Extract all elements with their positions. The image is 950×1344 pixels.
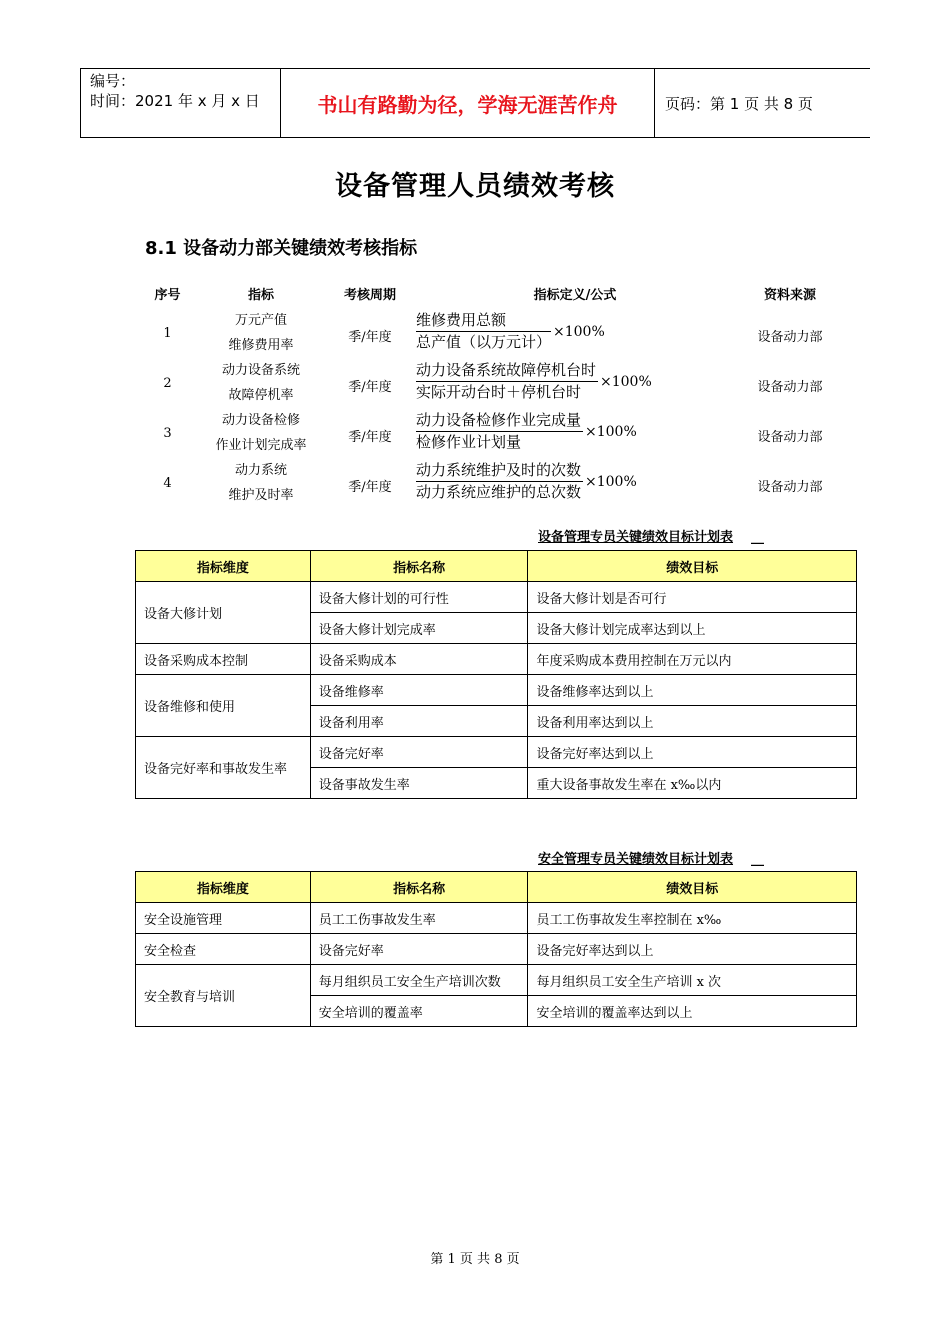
kpi-row-no: 4 xyxy=(163,476,172,491)
kpi-row-name xyxy=(205,408,317,458)
equipment-plan-caption-text: 设备管理专员关键绩效目标计划表 xyxy=(538,530,734,545)
performance-target-cell: 年度采购成本费用控制在万元以内 xyxy=(528,644,857,675)
formula-multiplier: ×100% xyxy=(553,323,605,340)
dimension-cell: 安全教育与培训 xyxy=(136,965,311,1027)
kpi-row-formula xyxy=(416,360,652,403)
formula-fraction xyxy=(416,460,583,503)
section-heading: 8.1 设备动力部关键绩效考核指标 xyxy=(145,238,418,259)
kpi-row xyxy=(130,358,870,408)
page-title: 设备管理人员绩效考核 xyxy=(335,171,615,202)
kpi-header-cycle: 考核周期 xyxy=(343,288,396,303)
kpi-row-name-line1: 动力系统 xyxy=(234,463,287,478)
formula-multiplier: ×100% xyxy=(585,473,637,490)
performance-target-cell: 每月组织员工安全生产培训 x 次 xyxy=(528,965,857,996)
kpi-row-name-line1: 动力设备检修 xyxy=(221,413,300,428)
dimension-cell: 设备维修和使用 xyxy=(136,675,311,737)
kpi-row-source: 设备动力部 xyxy=(757,480,823,495)
indicator-name-cell: 设备完好率 xyxy=(310,934,528,965)
formula-fraction xyxy=(416,410,583,453)
safety-plan-caption-text: 安全管理专员关键绩效目标计划表 xyxy=(538,852,734,867)
performance-target-cell: 设备大修计划完成率达到以上 xyxy=(528,613,857,644)
performance-target-cell: 重大设备事故发生率在 x‰以内 xyxy=(528,768,857,799)
kpi-header-no: 序号 xyxy=(154,288,181,303)
dimension-cell: 设备完好率和事故发生率 xyxy=(136,737,311,799)
kpi-row-formula xyxy=(416,310,605,353)
kpi-row-no: 3 xyxy=(163,426,172,441)
table-row xyxy=(136,644,857,675)
performance-target-cell: 安全培训的覆盖率达到以上 xyxy=(528,996,857,1027)
indicator-name-cell: 设备完好率 xyxy=(310,737,528,768)
formula-multiplier: ×100% xyxy=(585,423,637,440)
kpi-header-definition: 指标定义/公式 xyxy=(533,288,617,303)
kpi-row xyxy=(130,308,870,358)
performance-target-cell: 员工工伤事故发生率控制在 x‰ xyxy=(528,903,857,934)
performance-target-cell: 设备维修率达到以上 xyxy=(528,675,857,706)
table-header-row xyxy=(136,551,857,582)
table-row xyxy=(136,675,857,706)
formula-numerator: 维修费用总额 xyxy=(416,310,551,332)
document-number-label: 编号： xyxy=(90,72,136,90)
performance-target-cell: 设备完好率达到以上 xyxy=(528,737,857,768)
table-row xyxy=(136,965,857,996)
table-row xyxy=(136,903,857,934)
formula-numerator: 动力设备系统故障停机台时 xyxy=(416,360,598,382)
kpi-row-cycle: 季/年度 xyxy=(348,430,392,445)
kpi-row-name xyxy=(205,308,317,358)
table-header-cell: 指标维度 xyxy=(136,551,311,582)
document-time-label: 时间：2021 年 x 月 x 日 xyxy=(90,92,260,110)
header-slogan: 书山有路勤为径，学海无涯苦作舟 xyxy=(281,69,655,137)
formula-denominator: 总产值（以万元计） xyxy=(416,333,552,351)
indicator-name-cell: 安全培训的覆盖率 xyxy=(310,996,528,1027)
indicator-name-cell: 设备事故发生率 xyxy=(310,768,528,799)
header-meta xyxy=(80,69,281,137)
table-header-cell: 指标维度 xyxy=(136,872,311,903)
indicator-name-cell: 每月组织员工安全生产培训次数 xyxy=(310,965,528,996)
kpi-row-name xyxy=(205,458,317,508)
formula-fraction xyxy=(416,360,598,403)
table-header-cell: 指标名称 xyxy=(310,872,528,903)
kpi-row-name xyxy=(205,358,317,408)
kpi-row-no: 1 xyxy=(163,326,172,341)
formula-fraction xyxy=(416,310,551,353)
performance-target-cell: 设备完好率达到以上 xyxy=(528,934,857,965)
kpi-row-name-line1: 动力设备系统 xyxy=(221,363,300,378)
kpi-row xyxy=(130,408,870,458)
kpi-header-name: 指标 xyxy=(247,288,274,303)
table-row xyxy=(136,737,857,768)
table-header-cell: 指标名称 xyxy=(310,551,528,582)
performance-target-cell: 设备大修计划是否可行 xyxy=(528,582,857,613)
page-footer: 第 1 页 共 8 页 xyxy=(430,1252,520,1267)
kpi-table-header xyxy=(130,284,870,308)
indicator-name-cell: 设备维修率 xyxy=(310,675,528,706)
kpi-header-source: 资料来源 xyxy=(763,288,816,303)
formula-denominator: 动力系统应维护的总次数 xyxy=(416,483,582,501)
formula-numerator: 动力系统维护及时的次数 xyxy=(416,460,583,482)
kpi-row xyxy=(130,458,870,508)
kpi-row-source: 设备动力部 xyxy=(757,430,823,445)
formula-numerator: 动力设备检修作业完成量 xyxy=(416,410,583,432)
indicator-name-cell: 设备大修计划完成率 xyxy=(310,613,528,644)
formula-denominator: 实际开动台时＋停机台时 xyxy=(416,383,582,401)
formula-denominator: 检修作业计划量 xyxy=(416,433,522,451)
equipment-plan-caption xyxy=(538,526,764,545)
kpi-row-cycle: 季/年度 xyxy=(348,330,392,345)
kpi-row-name-line2: 作业计划完成率 xyxy=(215,438,307,453)
indicator-name-cell: 设备采购成本 xyxy=(310,644,528,675)
dimension-cell: 设备采购成本控制 xyxy=(136,644,311,675)
equipment-plan-table xyxy=(135,550,857,799)
indicator-name-cell: 设备大修计划的可行性 xyxy=(310,582,528,613)
kpi-row-name-line1: 万元产值 xyxy=(234,313,287,328)
kpi-row-cycle: 季/年度 xyxy=(348,380,392,395)
page-header xyxy=(80,68,870,138)
indicator-name-cell: 员工工伤事故发生率 xyxy=(310,903,528,934)
indicator-name-cell: 设备利用率 xyxy=(310,706,528,737)
kpi-row-name-line2: 维修费用率 xyxy=(228,338,294,353)
safety-plan-caption-tail: __ xyxy=(751,852,765,867)
performance-target-cell: 设备利用率达到以上 xyxy=(528,706,857,737)
formula-multiplier: ×100% xyxy=(600,373,652,390)
equipment-plan-caption-tail: __ xyxy=(751,530,765,545)
table-header-cell: 绩效目标 xyxy=(528,872,857,903)
kpi-row-no: 2 xyxy=(163,376,172,391)
dimension-cell: 安全检查 xyxy=(136,934,311,965)
kpi-row-source: 设备动力部 xyxy=(757,380,823,395)
kpi-table xyxy=(130,284,870,508)
table-header-row xyxy=(136,872,857,903)
dimension-cell: 安全设施管理 xyxy=(136,903,311,934)
kpi-row-name-line2: 故障停机率 xyxy=(228,388,294,403)
table-header-cell: 绩效目标 xyxy=(528,551,857,582)
dimension-cell: 设备大修计划 xyxy=(136,582,311,644)
kpi-row-formula xyxy=(416,410,637,453)
table-row xyxy=(136,582,857,613)
kpi-row-cycle: 季/年度 xyxy=(348,480,392,495)
safety-plan-table xyxy=(135,871,857,1027)
safety-plan-caption xyxy=(538,848,764,867)
kpi-row-formula xyxy=(416,460,637,503)
kpi-row-source: 设备动力部 xyxy=(757,330,823,345)
header-page-label: 页码：第 1 页 共 8 页 xyxy=(665,94,813,113)
kpi-row-name-line2: 维护及时率 xyxy=(228,488,294,503)
table-row xyxy=(136,934,857,965)
